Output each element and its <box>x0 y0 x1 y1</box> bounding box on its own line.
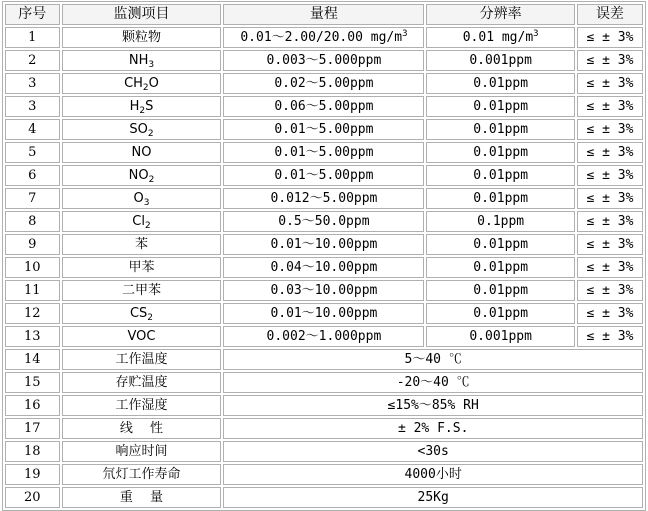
row-resolution <box>426 280 574 301</box>
header-row <box>5 4 643 25</box>
row-error: ≤ ± 3% <box>577 326 643 347</box>
row-no: 15 <box>5 372 60 393</box>
resolution-value: 0.01ppm <box>473 99 529 114</box>
item-subscript: 2 <box>142 83 149 93</box>
row-resolution <box>426 142 574 163</box>
range-value: 0.5～50.0ppm <box>278 214 370 229</box>
row-item: 响应时间 <box>62 441 222 462</box>
row-no: 7 <box>5 188 60 209</box>
row-resolution <box>426 119 574 140</box>
resolution-value: 0.01ppm <box>473 122 529 137</box>
row-resolution <box>426 50 574 71</box>
range-value: 0.01～2.00/20.00 mg/m <box>240 30 403 45</box>
row-no: 3 <box>5 73 60 94</box>
row-item <box>62 280 222 301</box>
row-value: ± 2% F.S. <box>223 418 643 439</box>
table-row <box>5 349 643 370</box>
row-error: ≤ ± 3% <box>577 280 643 301</box>
row-item <box>62 303 222 324</box>
resolution-value: 0.01ppm <box>473 191 529 206</box>
row-no: 5 <box>5 142 60 163</box>
row-no: 16 <box>5 395 60 416</box>
row-item <box>62 50 222 71</box>
table-row <box>5 441 643 462</box>
table-row <box>5 165 643 186</box>
row-range <box>223 257 424 278</box>
row-no: 14 <box>5 349 60 370</box>
row-error: ≤ ± 3% <box>577 96 643 117</box>
item-subscript: 2 <box>139 106 146 116</box>
row-range <box>223 73 424 94</box>
row-item <box>62 96 222 117</box>
row-no: 6 <box>5 165 60 186</box>
header-no: 序号 <box>5 4 60 25</box>
table-row <box>5 464 643 485</box>
row-no: 1 <box>5 27 60 48</box>
row-resolution <box>426 234 574 255</box>
range-value: 0.02～5.00ppm <box>274 76 374 91</box>
table-row <box>5 50 643 71</box>
row-no: 10 <box>5 257 60 278</box>
range-value: 0.03～10.00ppm <box>270 283 378 298</box>
row-no: 2 <box>5 50 60 71</box>
range-value: 0.01～5.00ppm <box>274 122 374 137</box>
row-item <box>62 165 222 186</box>
range-value: 0.06～5.00ppm <box>274 99 374 114</box>
row-item: 工作湿度 <box>62 395 222 416</box>
item-name: 苯 <box>134 237 148 252</box>
item-subscript: 2 <box>147 313 154 323</box>
row-resolution <box>426 303 574 324</box>
row-resolution <box>426 211 574 232</box>
row-item <box>62 73 222 94</box>
table-row <box>5 280 643 301</box>
row-error: ≤ ± 3% <box>577 142 643 163</box>
row-range <box>223 50 424 71</box>
row-value: -20～40 ℃ <box>223 372 643 393</box>
row-item <box>62 142 222 163</box>
table-body <box>5 27 643 508</box>
row-range <box>223 119 424 140</box>
row-item <box>62 257 222 278</box>
item-name: Cl <box>132 214 145 229</box>
row-range <box>223 27 424 48</box>
row-resolution <box>426 27 574 48</box>
row-no: 19 <box>5 464 60 485</box>
header-error: 误差 <box>577 4 643 25</box>
resolution-value: 0.01ppm <box>473 76 529 91</box>
row-error: ≤ ± 3% <box>577 211 643 232</box>
item-subscript: 2 <box>144 221 151 231</box>
resolution-value: 0.01ppm <box>473 306 529 321</box>
row-error: ≤ ± 3% <box>577 188 643 209</box>
resolution-value: 0.01ppm <box>473 283 529 298</box>
range-value: 0.002～1.000ppm <box>266 329 382 344</box>
row-value: 4000小时 <box>223 464 643 485</box>
table-row <box>5 188 643 209</box>
table-row <box>5 119 643 140</box>
item-name: NO <box>131 145 152 160</box>
row-range <box>223 303 424 324</box>
row-no: 4 <box>5 119 60 140</box>
row-range <box>223 188 424 209</box>
row-range <box>223 96 424 117</box>
row-value: <30s <box>223 441 643 462</box>
range-value: 0.003～5.000ppm <box>266 53 382 68</box>
range-value: 0.012～5.00ppm <box>270 191 378 206</box>
row-range <box>223 326 424 347</box>
item-name: NH <box>128 53 149 68</box>
resolution-superscript: 3 <box>533 29 539 39</box>
row-error: ≤ ± 3% <box>577 303 643 324</box>
row-resolution <box>426 96 574 117</box>
resolution-value: 0.01 mg/m <box>462 30 534 45</box>
item-subscript: 3 <box>148 60 155 70</box>
row-no: 11 <box>5 280 60 301</box>
table-row <box>5 418 643 439</box>
row-error: ≤ ± 3% <box>577 27 643 48</box>
table-row <box>5 211 643 232</box>
row-item: 工作温度 <box>62 349 222 370</box>
table-row <box>5 487 643 508</box>
row-no: 9 <box>5 234 60 255</box>
row-item: 重 量 <box>62 487 222 508</box>
item-name: NO <box>128 168 149 183</box>
item-name: CH <box>124 76 143 91</box>
item-name: 二甲苯 <box>121 283 161 298</box>
row-error: ≤ ± 3% <box>577 119 643 140</box>
resolution-value: 0.01ppm <box>473 145 529 160</box>
row-item <box>62 211 222 232</box>
row-error: ≤ ± 3% <box>577 165 643 186</box>
range-value: 0.01～5.00ppm <box>274 168 374 183</box>
row-resolution <box>426 73 574 94</box>
row-range <box>223 211 424 232</box>
item-name: SO <box>129 122 148 137</box>
row-error: ≤ ± 3% <box>577 234 643 255</box>
table-row <box>5 27 643 48</box>
item-subscript: 2 <box>147 129 154 139</box>
row-range <box>223 142 424 163</box>
table-row <box>5 257 643 278</box>
item-subscript: 2 <box>148 175 155 185</box>
resolution-value: 0.01ppm <box>473 260 529 275</box>
resolution-value: 0.01ppm <box>473 168 529 183</box>
row-item: 存贮温度 <box>62 372 222 393</box>
range-value: 0.01～10.00ppm <box>270 237 378 252</box>
item-name: O <box>133 191 144 206</box>
header-resolution: 分辨率 <box>426 4 574 25</box>
item-subscript: 3 <box>143 198 150 208</box>
range-value: 0.01～5.00ppm <box>274 145 374 160</box>
row-no: 13 <box>5 326 60 347</box>
table-row <box>5 96 643 117</box>
resolution-value: 0.1ppm <box>477 214 525 229</box>
item-name: 甲苯 <box>128 260 155 275</box>
row-error: ≤ ± 3% <box>577 50 643 71</box>
row-resolution <box>426 326 574 347</box>
row-error: ≤ ± 3% <box>577 73 643 94</box>
row-value: 5～40 ℃ <box>223 349 643 370</box>
resolution-value: 0.01ppm <box>473 237 529 252</box>
item-name: VOC <box>127 329 156 344</box>
row-no: 12 <box>5 303 60 324</box>
header-item: 监测项目 <box>62 4 222 25</box>
row-value: ≤15%～85% RH <box>223 395 643 416</box>
row-item: 氘灯工作寿命 <box>62 464 222 485</box>
table-row <box>5 395 643 416</box>
header-range: 量程 <box>223 4 424 25</box>
row-resolution <box>426 188 574 209</box>
row-item <box>62 234 222 255</box>
row-item <box>62 27 222 48</box>
row-no: 18 <box>5 441 60 462</box>
row-item: 线 性 <box>62 418 222 439</box>
item-name: CS <box>129 306 148 321</box>
row-value: 25Kg <box>223 487 643 508</box>
table-row <box>5 142 643 163</box>
item-name-tail: O <box>148 76 159 91</box>
row-resolution <box>426 257 574 278</box>
item-name: 颗粒物 <box>121 30 161 45</box>
table-row <box>5 234 643 255</box>
resolution-value: 0.001ppm <box>469 53 532 68</box>
row-item <box>62 119 222 140</box>
row-item <box>62 326 222 347</box>
item-name-tail: S <box>145 99 154 114</box>
item-name: H <box>129 99 140 114</box>
range-superscript: 3 <box>402 29 408 39</box>
range-value: 0.01～10.00ppm <box>270 306 378 321</box>
table-row <box>5 303 643 324</box>
resolution-value: 0.001ppm <box>469 329 532 344</box>
row-range <box>223 165 424 186</box>
row-error: ≤ ± 3% <box>577 257 643 278</box>
table-row <box>5 326 643 347</box>
row-no: 20 <box>5 487 60 508</box>
row-range <box>223 234 424 255</box>
row-no: 8 <box>5 211 60 232</box>
row-no: 17 <box>5 418 60 439</box>
range-value: 0.04～10.00ppm <box>270 260 378 275</box>
row-item <box>62 188 222 209</box>
table-row <box>5 372 643 393</box>
row-resolution <box>426 165 574 186</box>
table-row <box>5 73 643 94</box>
row-no: 3 <box>5 96 60 117</box>
row-range <box>223 280 424 301</box>
spec-table <box>2 1 646 511</box>
